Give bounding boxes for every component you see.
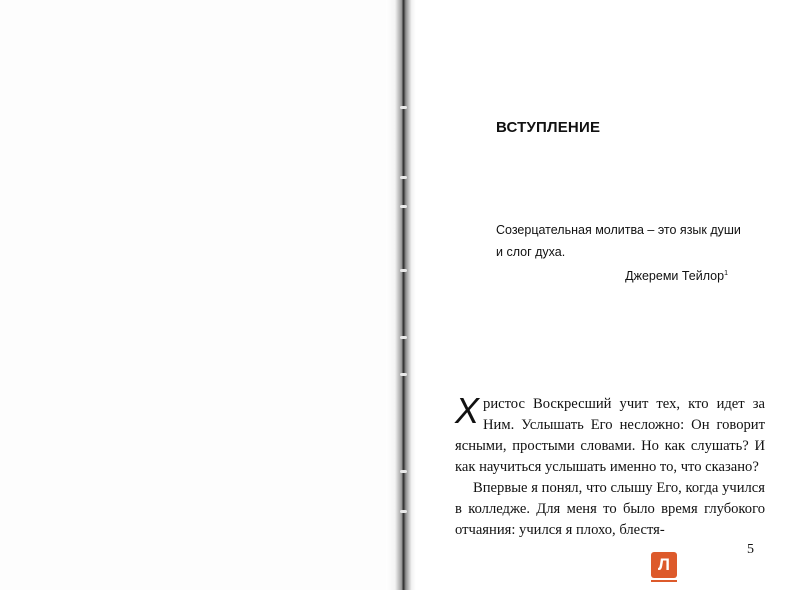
binding-stitch — [400, 336, 407, 339]
chapter-heading: ВСТУПЛЕНИЕ — [496, 119, 601, 136]
epigraph-author-name: Джереми Тейлор — [625, 269, 725, 284]
binding-stitch — [400, 373, 407, 376]
binding-stitch — [400, 106, 407, 109]
binding-stitch — [400, 269, 407, 272]
binding-stitch — [400, 470, 407, 473]
paragraph-2: Впервые я понял, что слышу Его, когда учился в колледже. Для меня то было время глубокого отчаяния: учился я плохо, блестя- — [455, 480, 765, 538]
epigraph-line-2: и слог духа. — [496, 245, 566, 259]
paragraph-1-text: ристос Воскресший учит тех, кто идет за Ним. Услышать Его несложно: Он говорит ясными, простыми словами. Но как слушать? И как научиться услышать именно то, что сказано? — [455, 396, 765, 475]
binding-stitch — [400, 510, 407, 513]
drop-cap: Х — [455, 390, 480, 431]
epigraph — [496, 219, 741, 287]
left-page-blank — [0, 0, 395, 590]
book-gutter — [386, 0, 416, 590]
footnote-marker: 1 — [724, 270, 728, 277]
binding-stitch — [400, 176, 407, 179]
watermark-logo-underline — [651, 580, 677, 582]
watermark-logo-icon: Л — [651, 552, 677, 578]
epigraph-line-1: Созерцательная молитва – это язык души — [496, 223, 741, 237]
paragraph-1 — [455, 390, 765, 478]
page-number: 5 — [747, 542, 754, 557]
binding-stitch — [400, 205, 407, 208]
body-text — [455, 390, 765, 541]
epigraph-author — [496, 263, 728, 287]
